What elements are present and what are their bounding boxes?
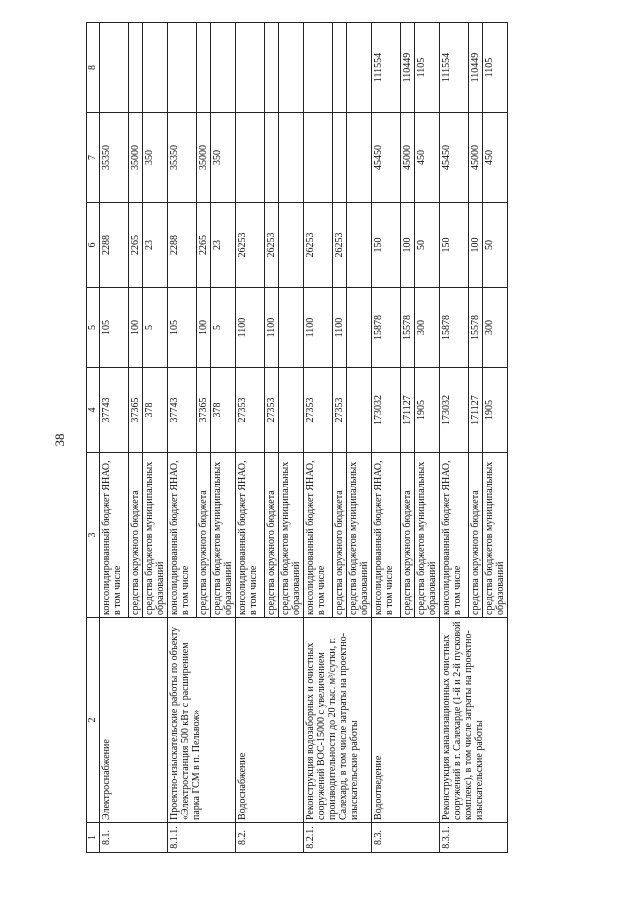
item-number: 8.1.1. — [168, 823, 236, 853]
funding-source: средства окружного бюджета — [265, 453, 279, 618]
amount-cell: 15578 — [401, 288, 415, 368]
amount-cell: 171127 — [469, 368, 483, 453]
funding-source: средства бюджетов муниципальных образований — [143, 453, 168, 618]
amount-cell — [211, 23, 236, 113]
amount-cell: 50 — [483, 203, 508, 288]
amount-cell — [333, 113, 347, 203]
amount-cell: 111554 — [440, 23, 469, 113]
funding-source: средства окружного бюджета — [401, 453, 415, 618]
amount-cell: 23 — [143, 203, 168, 288]
amount-cell: 105 — [100, 288, 129, 368]
amount-cell: 45450 — [372, 113, 401, 203]
amount-cell: 150 — [440, 203, 469, 288]
amount-cell: 1105 — [415, 23, 440, 113]
item-name: Проектно-изыскательские работы по объекту «Электростанция 500 кВт с расширением парка ГСМ в п. Пельвож» — [168, 618, 236, 823]
item-number: 8.2. — [236, 823, 304, 853]
funding-source: средства бюджетов муниципальных образований — [211, 453, 236, 618]
funding-source: консолидированный бюджет ЯНАО, в том числе — [100, 453, 129, 618]
amount-cell — [168, 23, 197, 113]
amount-cell: 27353 — [236, 368, 265, 453]
amount-cell: 45450 — [440, 113, 469, 203]
amount-cell: 110449 — [401, 23, 415, 113]
item-name: Водоснабжение — [236, 618, 304, 823]
amount-cell: 1905 — [415, 368, 440, 453]
amount-cell — [347, 113, 372, 203]
amount-cell: 45000 — [469, 113, 483, 203]
page-number: 38 — [52, 433, 67, 447]
column-header: 7 — [87, 113, 100, 203]
amount-cell: 1100 — [265, 288, 279, 368]
table-row — [236, 23, 265, 853]
amount-cell — [347, 368, 372, 453]
amount-cell — [279, 113, 304, 203]
table-row — [100, 23, 129, 853]
amount-cell: 27353 — [333, 368, 347, 453]
amount-cell: 15878 — [372, 288, 401, 368]
amount-cell: 450 — [415, 113, 440, 203]
amount-cell — [347, 203, 372, 288]
amount-cell — [279, 23, 304, 113]
amount-cell — [197, 23, 211, 113]
header-row — [87, 23, 100, 853]
amount-cell: 37743 — [100, 368, 129, 453]
amount-cell: 450 — [483, 113, 508, 203]
item-number: 8.1. — [100, 823, 168, 853]
item-name: Реконструкция канализационных очистных сооружений в г. Салехарде (1-й и 2-й пусковой комплекс), в том числе затраты на проектно-изыскательские работы — [440, 618, 508, 823]
column-header: 8 — [87, 23, 100, 113]
amount-cell: 2265 — [197, 203, 211, 288]
amount-cell: 1905 — [483, 368, 508, 453]
funding-source: средства окружного бюджета — [197, 453, 211, 618]
amount-cell — [304, 113, 333, 203]
rotated-page-content — [86, 23, 616, 853]
amount-cell — [265, 23, 279, 113]
amount-cell: 45000 — [401, 113, 415, 203]
column-header: 1 — [87, 823, 100, 853]
item-number: 8.3.1. — [440, 823, 508, 853]
amount-cell: 173032 — [440, 368, 469, 453]
table-body — [100, 23, 508, 853]
amount-cell: 26253 — [333, 203, 347, 288]
funding-source: средства бюджетов муниципальных образований — [483, 453, 508, 618]
amount-cell — [347, 288, 372, 368]
amount-cell: 37365 — [197, 368, 211, 453]
amount-cell: 15878 — [440, 288, 469, 368]
amount-cell — [143, 23, 168, 113]
amount-cell: 50 — [415, 203, 440, 288]
amount-cell — [333, 23, 347, 113]
amount-cell: 350 — [143, 113, 168, 203]
amount-cell: 23 — [211, 203, 236, 288]
amount-cell — [304, 23, 333, 113]
amount-cell: 37743 — [168, 368, 197, 453]
column-header: 2 — [87, 618, 100, 823]
item-name: Водоотведение — [372, 618, 440, 823]
amount-cell: 35350 — [100, 113, 129, 203]
item-number: 8.2.1. — [304, 823, 372, 853]
item-name: Реконструкция водозаборных и очистных сооружений ВОС-15000 с увеличением производительности до 20 тыс. м³/сутки, г. Салехард, в том числе затраты на проектно-изыскательские работы — [304, 618, 372, 823]
amount-cell — [129, 23, 143, 113]
amount-cell: 150 — [372, 203, 401, 288]
funding-source: средства окружного бюджета — [129, 453, 143, 618]
amount-cell: 378 — [211, 368, 236, 453]
amount-cell: 105 — [168, 288, 197, 368]
column-header: 5 — [87, 288, 100, 368]
amount-cell: 26253 — [265, 203, 279, 288]
amount-cell: 1100 — [333, 288, 347, 368]
amount-cell: 350 — [211, 113, 236, 203]
column-header: 3 — [87, 453, 100, 618]
funding-source: консолидированный бюджет ЯНАО, в том числе — [236, 453, 265, 618]
amount-cell: 300 — [415, 288, 440, 368]
amount-cell: 27353 — [304, 368, 333, 453]
amount-cell: 37365 — [129, 368, 143, 453]
funding-source: консолидированный бюджет ЯНАО, в том числе — [440, 453, 469, 618]
amount-cell: 2265 — [129, 203, 143, 288]
amount-cell: 100 — [129, 288, 143, 368]
amount-cell: 173032 — [372, 368, 401, 453]
amount-cell: 378 — [143, 368, 168, 453]
amount-cell: 26253 — [304, 203, 333, 288]
amount-cell: 110449 — [469, 23, 483, 113]
amount-cell: 15578 — [469, 288, 483, 368]
amount-cell: 2288 — [168, 203, 197, 288]
amount-cell — [347, 23, 372, 113]
funding-source: консолидированный бюджет ЯНАО, в том числе — [304, 453, 333, 618]
funding-source: средства окружного бюджета — [469, 453, 483, 618]
amount-cell: 27353 — [265, 368, 279, 453]
amount-cell: 26253 — [236, 203, 265, 288]
amount-cell: 1100 — [304, 288, 333, 368]
amount-cell — [236, 23, 265, 113]
table-row — [304, 23, 333, 853]
amount-cell: 35000 — [129, 113, 143, 203]
amount-cell: 5 — [211, 288, 236, 368]
amount-cell — [279, 288, 304, 368]
amount-cell: 35000 — [197, 113, 211, 203]
amount-cell — [279, 368, 304, 453]
table-row — [440, 23, 469, 853]
funding-source: средства бюджетов муниципальных образований — [415, 453, 440, 618]
table-row — [168, 23, 197, 853]
funding-source: консолидированный бюджет ЯНАО, в том числе — [372, 453, 401, 618]
amount-cell: 35350 — [168, 113, 197, 203]
column-header: 6 — [87, 203, 100, 288]
table-row — [372, 23, 401, 853]
column-header: 4 — [87, 368, 100, 453]
amount-cell: 171127 — [401, 368, 415, 453]
amount-cell: 2288 — [100, 203, 129, 288]
amount-cell — [265, 113, 279, 203]
funding-source: средства бюджетов муниципальных образований — [347, 453, 372, 618]
amount-cell: 1100 — [236, 288, 265, 368]
amount-cell — [236, 113, 265, 203]
amount-cell: 300 — [483, 288, 508, 368]
amount-cell: 111554 — [372, 23, 401, 113]
item-name: Электроснабжение — [100, 618, 168, 823]
amount-cell: 1105 — [483, 23, 508, 113]
amount-cell — [279, 203, 304, 288]
funding-source: средства окружного бюджета — [333, 453, 347, 618]
budget-table — [86, 22, 508, 853]
amount-cell: 5 — [143, 288, 168, 368]
funding-source: средства бюджетов муниципальных образований — [279, 453, 304, 618]
amount-cell: 100 — [401, 203, 415, 288]
item-number: 8.3. — [372, 823, 440, 853]
amount-cell: 100 — [197, 288, 211, 368]
amount-cell — [100, 23, 129, 113]
funding-source: консолидированный бюджет ЯНАО, в том числе — [168, 453, 197, 618]
amount-cell: 100 — [469, 203, 483, 288]
